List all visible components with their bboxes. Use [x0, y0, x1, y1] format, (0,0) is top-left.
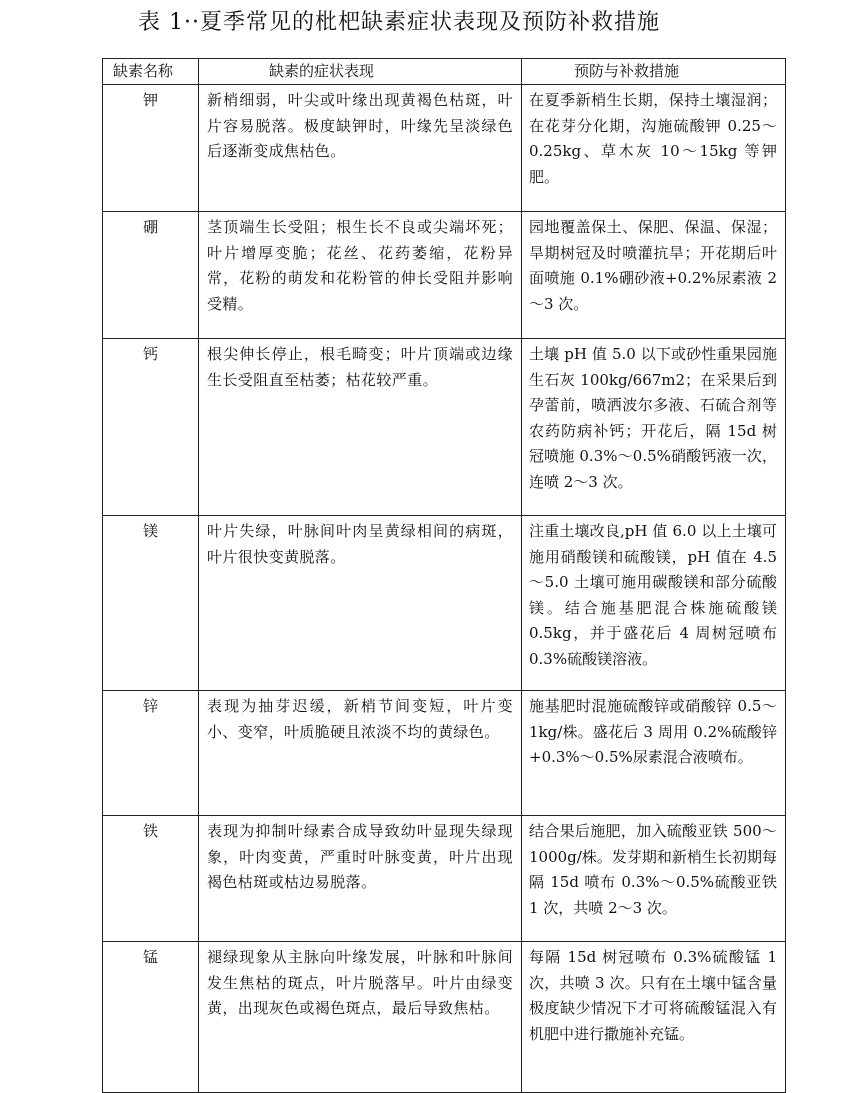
- symptom-cell: 叶片失绿，叶脉间叶肉呈黄绿相间的病斑，叶片很快变黄脱落。: [199, 516, 522, 691]
- symptom-cell: 新梢细弱，叶尖或叶缘出现黄褐色枯斑，叶片容易脱落。极度缺钾时，叶缘先呈淡绿色后逐渐变成焦枯色。: [199, 85, 522, 212]
- table-row: [103, 85, 786, 212]
- measure-cell: 土壤 pH 值 5.0 以下或砂性重果园施生石灰 100kg/667m2；在采果后到孕蕾前，喷洒波尔多液、石硫合剂等农药防病补钙；开花后，隔 15d 树冠喷施 0.3%～0.5%硝酸钙液一次，连喷 2～3 次。: [522, 339, 786, 516]
- element-name: 镁: [103, 516, 199, 691]
- measure-cell: 结合果后施肥，加入硫酸亚铁 500～1000g/株。发芽期和新梢生长初期每隔 15d 喷布 0.3%～0.5%硫酸亚铁 1 次，共喷 2～3 次。: [522, 816, 786, 942]
- symptom-cell: 表现为抽芽迟缓，新梢节间变短，叶片变小、变窄，叶质脆硬且浓淡不均的黄绿色。: [199, 691, 522, 816]
- table-row: [103, 516, 786, 691]
- measure-cell: 每隔 15d 树冠喷布 0.3%硫酸锰 1 次，共喷 3 次。只有在土壤中锰含量极度缺少情况下才可将硫酸锰混入有机肥中进行撒施补充锰。: [522, 942, 786, 1093]
- element-name: 钾: [103, 85, 199, 212]
- table-header-row: [103, 59, 786, 85]
- element-name: 锌: [103, 691, 199, 816]
- measure-cell: 注重土壤改良,pH 值 6.0 以上土壤可施用硝酸镁和硫酸镁，pH 值在 4.5～5.0 土壤可施用碳酸镁和部分硫酸镁。结合施基肥混合株施硫酸镁 0.5kg，并于盛花后 4 周树冠喷布 0.3%硫酸镁溶液。: [522, 516, 786, 691]
- header-symptom: 缺素的症状表现: [199, 59, 522, 85]
- element-name: 锰: [103, 942, 199, 1093]
- symptom-cell: 褪绿现象从主脉向叶缘发展，叶脉和叶脉间发生焦枯的斑点，叶片脱落早。叶片由绿变黄，出现灰色或褐色斑点，最后导致焦枯。: [199, 942, 522, 1093]
- element-name: 钙: [103, 339, 199, 516]
- table-row: [103, 816, 786, 942]
- symptom-cell: 茎顶端生长受阻；根生长不良或尖端坏死；叶片增厚变脆；花丝、花药萎缩，花粉异常，花粉的萌发和花粉管的伸长受阻并影响受精。: [199, 212, 522, 339]
- measure-cell: 园地覆盖保土、保肥、保温、保湿；旱期树冠及时喷灌抗旱；开花期后叶面喷施 0.1%硼砂液+0.2%尿素液 2～3 次。: [522, 212, 786, 339]
- table-row: [103, 339, 786, 516]
- table-row: [103, 691, 786, 816]
- measure-cell: 施基肥时混施硫酸锌或硝酸锌 0.5～1kg/株。盛花后 3 周用 0.2%硫酸锌+0.3%～0.5%尿素混合液喷布。: [522, 691, 786, 816]
- symptom-cell: 根尖伸长停止，根毛畸变；叶片顶端或边缘生长受阻直至枯萎；枯花较严重。: [199, 339, 522, 516]
- element-name: 铁: [103, 816, 199, 942]
- element-name: 硼: [103, 212, 199, 339]
- symptom-cell: 表现为抑制叶绿素合成导致幼叶显现失绿现象，叶肉变黄，严重时叶脉变黄，叶片出现褐色枯斑或枯边易脱落。: [199, 816, 522, 942]
- deficiency-table: [102, 58, 786, 1093]
- table-row: [103, 942, 786, 1093]
- measure-cell: 在夏季新梢生长期，保持土壤湿润；在花芽分化期，沟施硫酸钾 0.25～0.25kg、草木灰 10～15kg 等钾肥。: [522, 85, 786, 212]
- table-title: 表 1··夏季常见的枇杷缺素症状表现及预防补救措施: [138, 10, 660, 35]
- table-row: [103, 212, 786, 339]
- header-measure: 预防与补救措施: [522, 59, 786, 85]
- header-element: 缺素名称: [103, 59, 199, 85]
